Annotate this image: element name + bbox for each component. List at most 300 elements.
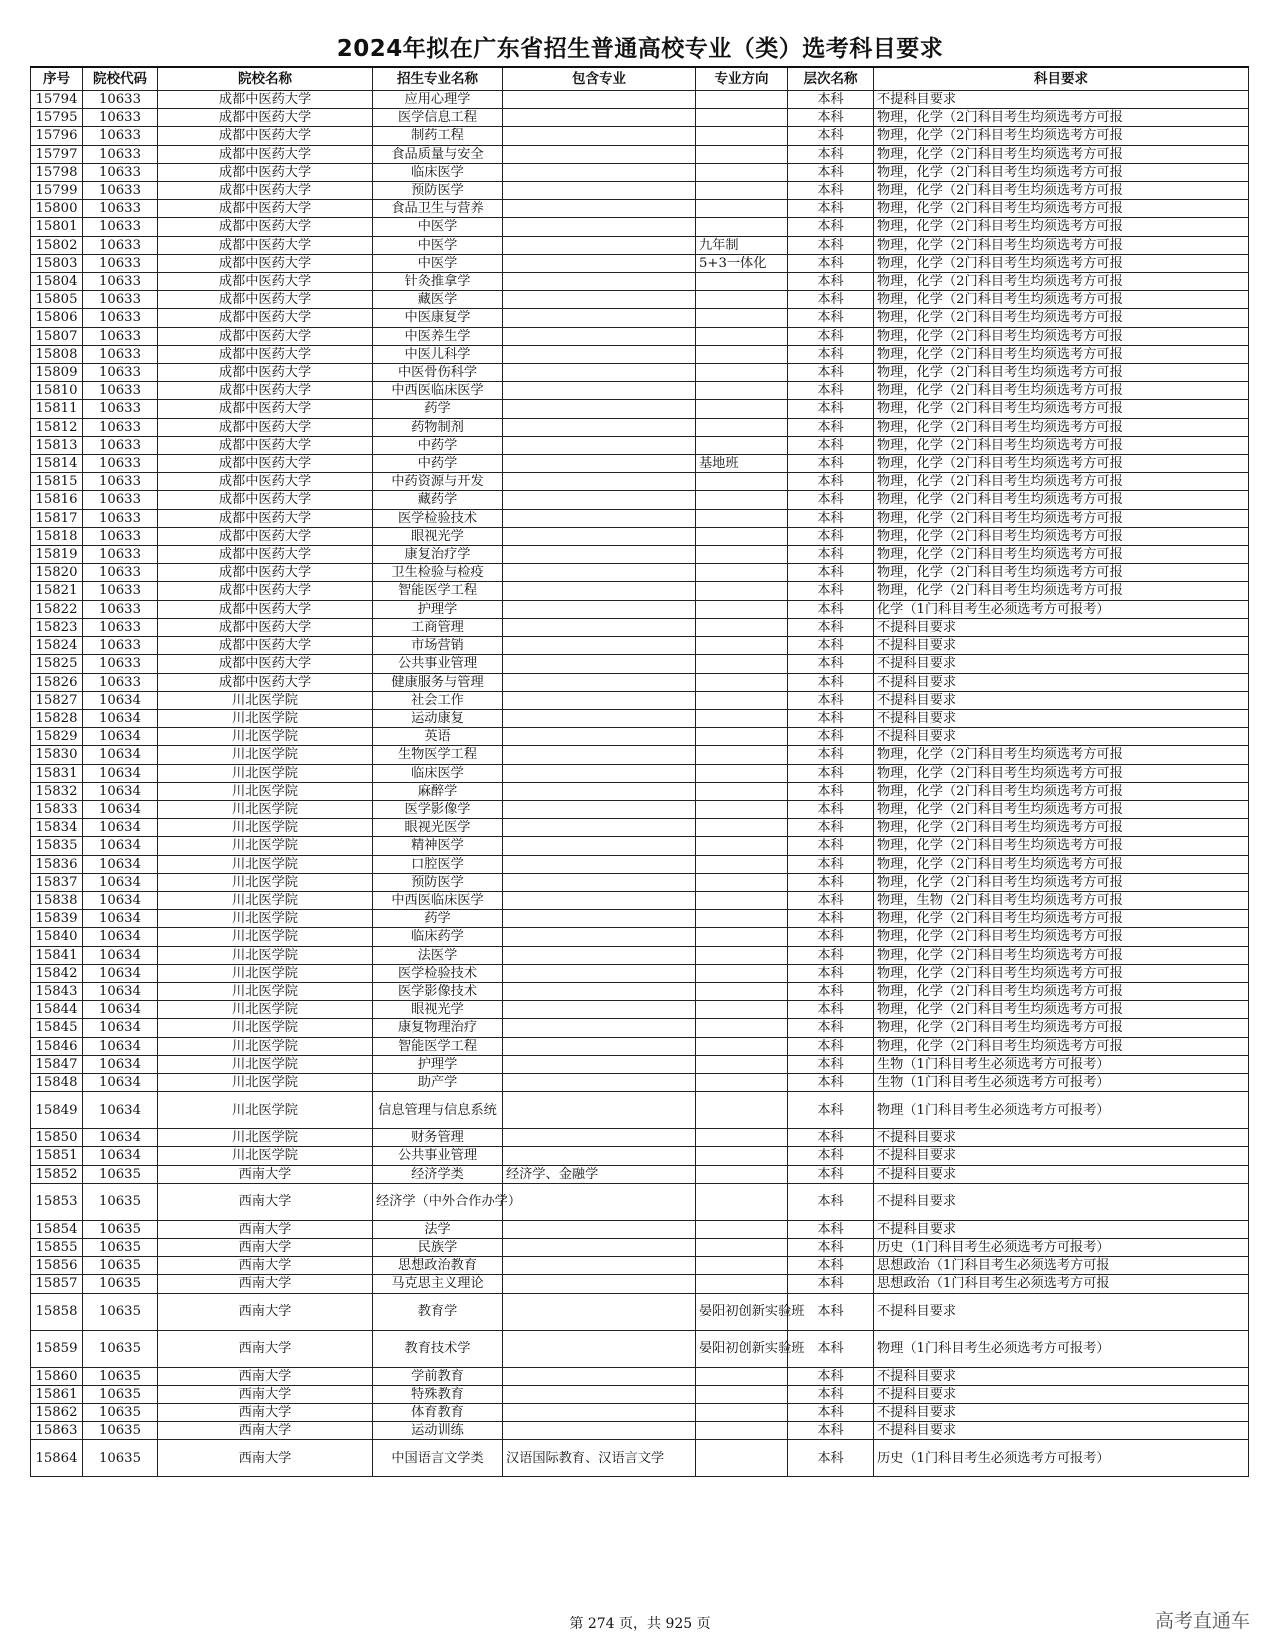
cell-school-code: 10633 [83, 509, 158, 527]
cell-direction [696, 837, 788, 855]
cell-subject-requirement: 不提科目要求 [874, 91, 1249, 109]
cell-level: 本科 [788, 982, 874, 1000]
cell-level: 本科 [788, 1385, 874, 1403]
col-header-index: 序号 [31, 67, 83, 91]
cell-school-name: 川北医学院 [158, 873, 373, 891]
cell-level: 本科 [788, 1073, 874, 1091]
cell-school-name: 成都中医药大学 [158, 509, 373, 527]
cell-included-majors [503, 382, 696, 400]
cell-school-name: 成都中医药大学 [158, 473, 373, 491]
cell-level: 本科 [788, 163, 874, 181]
cell-school-code: 10634 [83, 1019, 158, 1037]
table-row [31, 673, 1249, 691]
cell-index: 15849 [31, 1092, 83, 1129]
cell-index: 15818 [31, 527, 83, 545]
cell-major-name: 食品卫生与营养 [373, 200, 503, 218]
cell-subject-requirement: 物理，化学（2门科目考生均须选考方可报 [874, 382, 1249, 400]
cell-direction [696, 1092, 788, 1129]
cell-direction [696, 473, 788, 491]
cell-direction [696, 145, 788, 163]
cell-subject-requirement: 物理，化学（2门科目考生均须选考方可报 [874, 527, 1249, 545]
cell-subject-requirement: 物理，化学（2门科目考生均须选考方可报 [874, 200, 1249, 218]
cell-index: 15847 [31, 1055, 83, 1073]
cell-subject-requirement: 历史（1门科目考生必须选考方可报考） [874, 1440, 1249, 1477]
cell-school-name: 西南大学 [158, 1293, 373, 1330]
cell-major-name: 应用心理学 [373, 91, 503, 109]
cell-school-name: 成都中医药大学 [158, 600, 373, 618]
cell-subject-requirement: 思想政治（1门科目考生必须选考方可报 [874, 1257, 1249, 1275]
cell-index: 15837 [31, 873, 83, 891]
cell-included-majors [503, 273, 696, 291]
table-row [31, 309, 1249, 327]
cell-school-code: 10634 [83, 964, 158, 982]
cell-level: 本科 [788, 837, 874, 855]
table-row [31, 418, 1249, 436]
cell-major-name: 药物制剂 [373, 418, 503, 436]
cell-index: 15830 [31, 746, 83, 764]
cell-major-name: 学前教育 [373, 1367, 503, 1385]
cell-level: 本科 [788, 946, 874, 964]
cell-school-name: 川北医学院 [158, 910, 373, 928]
cell-level: 本科 [788, 254, 874, 272]
cell-subject-requirement: 物理，化学（2门科目考生均须选考方可报 [874, 855, 1249, 873]
cell-included-majors [503, 200, 696, 218]
cell-subject-requirement: 不提科目要求 [874, 637, 1249, 655]
cell-major-name: 运动康复 [373, 709, 503, 727]
cell-direction [696, 691, 788, 709]
cell-included-majors [503, 891, 696, 909]
cell-direction [696, 436, 788, 454]
cell-school-name: 川北医学院 [158, 982, 373, 1000]
page-number: 第 274 页，共 925 页 [569, 1616, 711, 1632]
cell-direction [696, 800, 788, 818]
table-row [31, 855, 1249, 873]
cell-school-code: 10633 [83, 546, 158, 564]
table-row [31, 637, 1249, 655]
cell-included-majors [503, 564, 696, 582]
cell-subject-requirement: 物理，化学（2门科目考生均须选考方可报 [874, 928, 1249, 946]
cell-level: 本科 [788, 546, 874, 564]
table-row [31, 327, 1249, 345]
cell-level: 本科 [788, 455, 874, 473]
cell-index: 15808 [31, 345, 83, 363]
cell-level: 本科 [788, 928, 874, 946]
cell-index: 15856 [31, 1257, 83, 1275]
cell-index: 15798 [31, 163, 83, 181]
cell-index: 15817 [31, 509, 83, 527]
cell-major-name: 临床医学 [373, 764, 503, 782]
cell-index: 15848 [31, 1073, 83, 1091]
cell-school-code: 10635 [83, 1422, 158, 1440]
cell-major-name: 医学检验技术 [373, 964, 503, 982]
cell-index: 15811 [31, 400, 83, 418]
cell-subject-requirement: 物理，化学（2门科目考生均须选考方可报 [874, 163, 1249, 181]
cell-school-code: 10634 [83, 764, 158, 782]
cell-subject-requirement: 不提科目要求 [874, 673, 1249, 691]
col-header-major-name: 招生专业名称 [373, 67, 503, 91]
cell-school-name: 成都中医药大学 [158, 418, 373, 436]
cell-school-name: 成都中医药大学 [158, 564, 373, 582]
cell-subject-requirement: 物理，化学（2门科目考生均须选考方可报 [874, 291, 1249, 309]
cell-school-name: 川北医学院 [158, 964, 373, 982]
table-row [31, 928, 1249, 946]
cell-index: 15809 [31, 364, 83, 382]
table-row [31, 582, 1249, 600]
cell-subject-requirement: 物理，化学（2门科目考生均须选考方可报 [874, 109, 1249, 127]
cell-major-name: 法学 [373, 1220, 503, 1238]
cell-index: 15854 [31, 1220, 83, 1238]
cell-included-majors [503, 91, 696, 109]
cell-school-name: 川北医学院 [158, 800, 373, 818]
cell-school-code: 10633 [83, 218, 158, 236]
cell-school-code: 10634 [83, 982, 158, 1000]
cell-school-name: 西南大学 [158, 1238, 373, 1256]
cell-direction [696, 418, 788, 436]
cell-included-majors [503, 327, 696, 345]
cell-level: 本科 [788, 1422, 874, 1440]
cell-subject-requirement: 思想政治（1门科目考生必须选考方可报 [874, 1275, 1249, 1293]
cell-subject-requirement: 物理，化学（2门科目考生均须选考方可报 [874, 400, 1249, 418]
cell-subject-requirement: 物理，化学（2门科目考生均须选考方可报 [874, 837, 1249, 855]
cell-direction [696, 327, 788, 345]
cell-subject-requirement: 物理，化学（2门科目考生均须选考方可报 [874, 127, 1249, 145]
cell-level: 本科 [788, 382, 874, 400]
cell-level: 本科 [788, 1147, 874, 1165]
cell-index: 15816 [31, 491, 83, 509]
cell-subject-requirement: 物理，化学（2门科目考生均须选考方可报 [874, 1001, 1249, 1019]
cell-level: 本科 [788, 873, 874, 891]
cell-included-majors [503, 982, 696, 1000]
cell-school-name: 西南大学 [158, 1330, 373, 1367]
cell-subject-requirement: 不提科目要求 [874, 655, 1249, 673]
table-row [31, 1183, 1249, 1220]
cell-subject-requirement: 物理，化学（2门科目考生均须选考方可报 [874, 564, 1249, 582]
cell-level: 本科 [788, 1238, 874, 1256]
cell-level: 本科 [788, 273, 874, 291]
table-row [31, 1257, 1249, 1275]
cell-included-majors [503, 637, 696, 655]
cell-subject-requirement: 物理，化学（2门科目考生均须选考方可报 [874, 800, 1249, 818]
cell-direction [696, 1019, 788, 1037]
cell-included-majors [503, 782, 696, 800]
table-row [31, 109, 1249, 127]
cell-direction [696, 273, 788, 291]
cell-major-name: 思想政治教育 [373, 1257, 503, 1275]
cell-included-majors [503, 1092, 696, 1129]
cell-major-name: 医学影像技术 [373, 982, 503, 1000]
cell-direction [696, 964, 788, 982]
cell-school-code: 10633 [83, 254, 158, 272]
cell-included-majors [503, 600, 696, 618]
cell-school-code: 10633 [83, 327, 158, 345]
cell-major-name: 体育教育 [373, 1404, 503, 1422]
cell-school-name: 西南大学 [158, 1367, 373, 1385]
cell-school-code: 10634 [83, 891, 158, 909]
cell-school-name: 成都中医药大学 [158, 637, 373, 655]
cell-school-name: 西南大学 [158, 1275, 373, 1293]
cell-level: 本科 [788, 91, 874, 109]
cell-level: 本科 [788, 291, 874, 309]
cell-included-majors [503, 764, 696, 782]
cell-school-name: 川北医学院 [158, 891, 373, 909]
cell-direction [696, 91, 788, 109]
cell-index: 15820 [31, 564, 83, 582]
cell-subject-requirement: 物理，化学（2门科目考生均须选考方可报 [874, 455, 1249, 473]
table-row [31, 1330, 1249, 1367]
cell-included-majors [503, 418, 696, 436]
cell-school-name: 川北医学院 [158, 1129, 373, 1147]
cell-school-name: 成都中医药大学 [158, 236, 373, 254]
cell-subject-requirement: 物理，化学（2门科目考生均须选考方可报 [874, 145, 1249, 163]
cell-level: 本科 [788, 327, 874, 345]
cell-direction [696, 1385, 788, 1403]
cell-level: 本科 [788, 218, 874, 236]
cell-index: 15861 [31, 1385, 83, 1403]
cell-major-name: 中药资源与开发 [373, 473, 503, 491]
table-row [31, 691, 1249, 709]
table-row [31, 837, 1249, 855]
cell-major-name: 医学检验技术 [373, 509, 503, 527]
cell-subject-requirement: 物理，化学（2门科目考生均须选考方可报 [874, 946, 1249, 964]
cell-direction [696, 1257, 788, 1275]
cell-direction [696, 1165, 788, 1183]
cell-included-majors [503, 728, 696, 746]
cell-school-name: 成都中医药大学 [158, 436, 373, 454]
cell-school-code: 10635 [83, 1275, 158, 1293]
cell-subject-requirement: 物理，生物（2门科目考生均须选考方可报 [874, 891, 1249, 909]
cell-major-name: 麻醉学 [373, 782, 503, 800]
cell-school-name: 成都中医药大学 [158, 655, 373, 673]
cell-index: 15852 [31, 1165, 83, 1183]
col-header-direction: 专业方向 [696, 67, 788, 91]
cell-included-majors [503, 691, 696, 709]
cell-school-code: 10635 [83, 1404, 158, 1422]
cell-included-majors [503, 218, 696, 236]
cell-direction [696, 1073, 788, 1091]
cell-direction [696, 637, 788, 655]
table-row [31, 1440, 1249, 1477]
cell-major-name: 教育学 [373, 1293, 503, 1330]
cell-direction [696, 891, 788, 909]
cell-school-code: 10633 [83, 145, 158, 163]
cell-subject-requirement: 不提科目要求 [874, 1183, 1249, 1220]
cell-level: 本科 [788, 891, 874, 909]
cell-direction [696, 400, 788, 418]
cell-included-majors [503, 618, 696, 636]
cell-school-code: 10633 [83, 455, 158, 473]
cell-level: 本科 [788, 145, 874, 163]
cell-school-code: 10633 [83, 582, 158, 600]
cell-index: 15796 [31, 127, 83, 145]
col-header-school-code: 院校代码 [83, 67, 158, 91]
table-row [31, 273, 1249, 291]
cell-school-name: 川北医学院 [158, 764, 373, 782]
cell-level: 本科 [788, 527, 874, 545]
cell-subject-requirement: 生物（1门科目考生必须选考方可报考） [874, 1073, 1249, 1091]
cell-major-name: 教育技术学 [373, 1330, 503, 1367]
cell-direction [696, 1183, 788, 1220]
cell-school-name: 川北医学院 [158, 928, 373, 946]
cell-subject-requirement: 物理，化学（2门科目考生均须选考方可报 [874, 910, 1249, 928]
cell-subject-requirement: 物理，化学（2门科目考生均须选考方可报 [874, 873, 1249, 891]
cell-direction [696, 728, 788, 746]
table-row [31, 1165, 1249, 1183]
cell-direction [696, 910, 788, 928]
cell-school-name: 川北医学院 [158, 1055, 373, 1073]
table-row [31, 1129, 1249, 1147]
cell-school-name: 成都中医药大学 [158, 382, 373, 400]
cell-direction [696, 491, 788, 509]
cell-included-majors [503, 400, 696, 418]
cell-index: 15814 [31, 455, 83, 473]
table-row [31, 254, 1249, 272]
cell-school-name: 川北医学院 [158, 1073, 373, 1091]
cell-direction: 九年制 [696, 236, 788, 254]
table-row [31, 145, 1249, 163]
cell-subject-requirement: 物理，化学（2门科目考生均须选考方可报 [874, 491, 1249, 509]
cell-subject-requirement: 物理，化学（2门科目考生均须选考方可报 [874, 418, 1249, 436]
cell-index: 15822 [31, 600, 83, 618]
cell-level: 本科 [788, 800, 874, 818]
cell-major-name: 信息管理与信息系统 [373, 1092, 503, 1129]
cell-subject-requirement: 不提科目要求 [874, 691, 1249, 709]
cell-school-code: 10634 [83, 1092, 158, 1129]
table-row [31, 600, 1249, 618]
cell-direction [696, 873, 788, 891]
cell-school-name: 成都中医药大学 [158, 200, 373, 218]
cell-school-code: 10635 [83, 1238, 158, 1256]
cell-included-majors [503, 964, 696, 982]
cell-major-name: 眼视光医学 [373, 819, 503, 837]
cell-index: 15800 [31, 200, 83, 218]
cell-included-majors [503, 1330, 696, 1367]
cell-included-majors [503, 873, 696, 891]
cell-school-code: 10633 [83, 436, 158, 454]
table-row [31, 764, 1249, 782]
cell-school-name: 成都中医药大学 [158, 527, 373, 545]
cell-subject-requirement: 物理，化学（2门科目考生均须选考方可报 [874, 236, 1249, 254]
cell-school-name: 成都中医药大学 [158, 163, 373, 181]
cell-included-majors [503, 1037, 696, 1055]
cell-subject-requirement: 不提科目要求 [874, 728, 1249, 746]
cell-subject-requirement: 化学（1门科目考生必须选考方可报考） [874, 600, 1249, 618]
cell-school-name: 成都中医药大学 [158, 327, 373, 345]
table-row [31, 382, 1249, 400]
cell-school-code: 10634 [83, 1129, 158, 1147]
cell-major-name: 护理学 [373, 600, 503, 618]
cell-major-name: 中医学 [373, 254, 503, 272]
cell-school-name: 成都中医药大学 [158, 218, 373, 236]
cell-major-name: 工商管理 [373, 618, 503, 636]
cell-index: 15826 [31, 673, 83, 691]
cell-school-name: 川北医学院 [158, 1001, 373, 1019]
cell-school-code: 10633 [83, 473, 158, 491]
table-row [31, 709, 1249, 727]
cell-index: 15850 [31, 1129, 83, 1147]
col-header-school-name: 院校名称 [158, 67, 373, 91]
cell-school-name: 川北医学院 [158, 1092, 373, 1129]
cell-subject-requirement: 物理，化学（2门科目考生均须选考方可报 [874, 218, 1249, 236]
cell-major-name: 马克思主义理论 [373, 1275, 503, 1293]
cell-included-majors [503, 254, 696, 272]
table-row [31, 546, 1249, 564]
cell-major-name: 藏医学 [373, 291, 503, 309]
cell-school-name: 成都中医药大学 [158, 582, 373, 600]
cell-subject-requirement: 物理，化学（2门科目考生均须选考方可报 [874, 182, 1249, 200]
cell-direction [696, 819, 788, 837]
cell-included-majors [503, 1238, 696, 1256]
cell-level: 本科 [788, 364, 874, 382]
cell-school-name: 成都中医药大学 [158, 618, 373, 636]
table-row [31, 891, 1249, 909]
cell-school-name: 成都中医药大学 [158, 182, 373, 200]
table-row [31, 946, 1249, 964]
cell-level: 本科 [788, 436, 874, 454]
cell-index: 15833 [31, 800, 83, 818]
cell-school-code: 10633 [83, 527, 158, 545]
cell-included-majors [503, 182, 696, 200]
cell-level: 本科 [788, 309, 874, 327]
cell-school-code: 10633 [83, 382, 158, 400]
cell-included-majors [503, 1422, 696, 1440]
cell-direction [696, 109, 788, 127]
cell-level: 本科 [788, 564, 874, 582]
table-row [31, 364, 1249, 382]
cell-index: 15844 [31, 1001, 83, 1019]
cell-school-name: 成都中医药大学 [158, 127, 373, 145]
cell-major-name: 健康服务与管理 [373, 673, 503, 691]
table-row [31, 291, 1249, 309]
cell-subject-requirement: 物理，化学（2门科目考生均须选考方可报 [874, 309, 1249, 327]
cell-index: 15832 [31, 782, 83, 800]
cell-level: 本科 [788, 1183, 874, 1220]
cell-school-name: 成都中医药大学 [158, 109, 373, 127]
cell-school-name: 川北医学院 [158, 728, 373, 746]
cell-level: 本科 [788, 1165, 874, 1183]
cell-level: 本科 [788, 1220, 874, 1238]
cell-direction [696, 782, 788, 800]
cell-school-code: 10634 [83, 1147, 158, 1165]
cell-school-name: 川北医学院 [158, 691, 373, 709]
cell-included-majors [503, 800, 696, 818]
cell-major-name: 藏药学 [373, 491, 503, 509]
cell-subject-requirement: 物理，化学（2门科目考生均须选考方可报 [874, 782, 1249, 800]
cell-major-name: 制药工程 [373, 127, 503, 145]
cell-level: 本科 [788, 1129, 874, 1147]
cell-major-name: 食品质量与安全 [373, 145, 503, 163]
cell-school-name: 西南大学 [158, 1404, 373, 1422]
cell-subject-requirement: 不提科目要求 [874, 1147, 1249, 1165]
cell-included-majors [503, 364, 696, 382]
cell-level: 本科 [788, 728, 874, 746]
cell-major-name: 预防医学 [373, 182, 503, 200]
cell-subject-requirement: 物理，化学（2门科目考生均须选考方可报 [874, 964, 1249, 982]
cell-direction [696, 564, 788, 582]
cell-school-code: 10634 [83, 837, 158, 855]
cell-subject-requirement: 不提科目要求 [874, 618, 1249, 636]
cell-school-code: 10633 [83, 600, 158, 618]
cell-included-majors [503, 1183, 696, 1220]
cell-direction: 晏阳初创新实验班 [696, 1330, 788, 1367]
cell-level: 本科 [788, 655, 874, 673]
cell-index: 15824 [31, 637, 83, 655]
cell-school-code: 10635 [83, 1165, 158, 1183]
table-row [31, 509, 1249, 527]
cell-subject-requirement: 物理，化学（2门科目考生均须选考方可报 [874, 582, 1249, 600]
cell-major-name: 临床药学 [373, 928, 503, 946]
cell-school-name: 成都中医药大学 [158, 91, 373, 109]
cell-direction [696, 709, 788, 727]
